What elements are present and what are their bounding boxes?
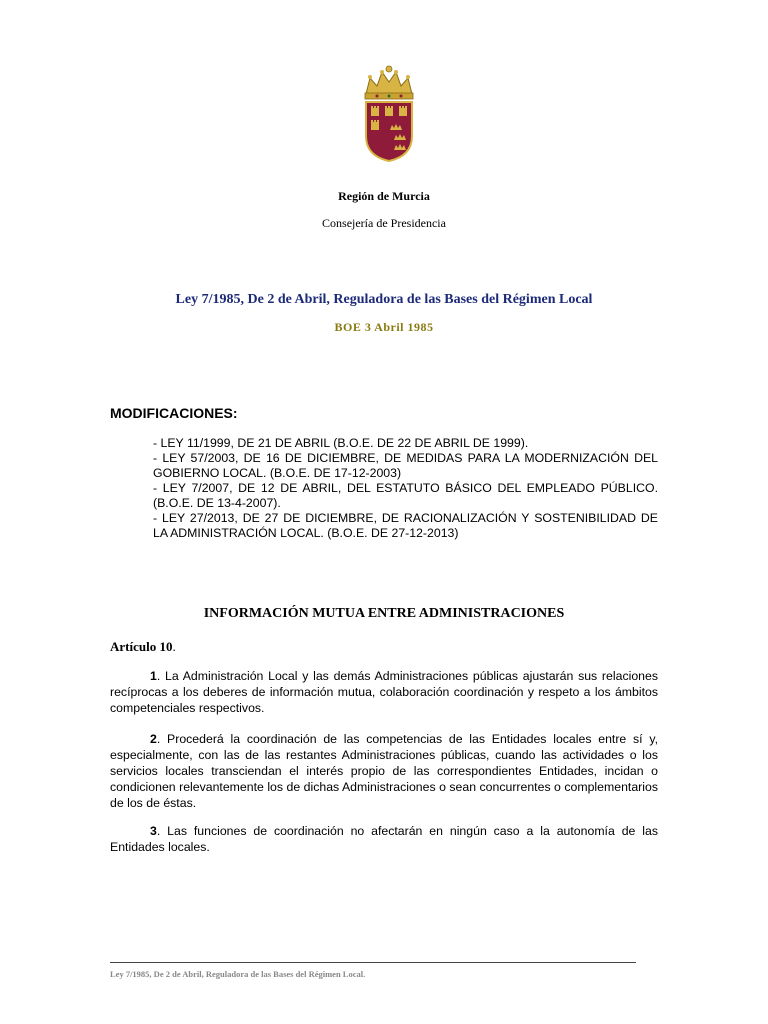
modification-item: - LEY 57/2003, DE 16 DE DICIEMBRE, DE MEDIDAS PARA LA MODERNIZACIÓN DEL GOBIERNO LOCAL. (B.O.E. DE 17-12-2003) xyxy=(153,451,658,480)
modification-item: - LEY 11/1999, DE 21 DE ABRIL (B.O.E. DE 22 DE ABRIL DE 1999). xyxy=(153,436,529,450)
modification-item: - LEY 27/2013, DE 27 DE DICIEMBRE, DE RACIONALIZACIÓN Y SOSTENIBILIDAD DE LA ADMINISTRACIÓN LOCAL. (B.O.E. DE 27-12-2013) xyxy=(153,511,658,540)
paragraph-number: 1 xyxy=(150,669,157,683)
article-paragraph xyxy=(110,731,658,811)
article-suffix: . xyxy=(172,639,176,654)
paragraph-text: . La Administración Local y las demás Administraciones públicas ajustarán sus relaciones recíprocas a los deberes de información mutua, colaboración coordinación y respeto a los ámbitos competenciales respectivos. xyxy=(110,669,658,715)
article-paragraph xyxy=(110,668,658,716)
modifications-list xyxy=(153,436,658,541)
paragraph-text: . Procederá la coordinación de las competencias de las Entidades locales entre sí y, especialmente, con las de las restantes Administraciones públicas, cuando las actividades o los servicios locales transciendan el interés propio de las correspondientes Entidades, incidan o condicionen relevantemente los de dichas Administraciones o sean concurrentes o complementarios de los de éstas. xyxy=(110,732,658,810)
paragraph-number: 2 xyxy=(150,732,157,746)
footer-divider xyxy=(110,962,636,963)
modifications-heading: MODIFICACIONES: xyxy=(110,405,238,421)
paragraph-number: 3 xyxy=(150,824,157,838)
section-heading: INFORMACIÓN MUTUA ENTRE ADMINISTRACIONES xyxy=(203,606,565,621)
article-heading xyxy=(110,639,176,655)
footer-text: Ley 7/1985, De 2 de Abril, Reguladora de las Bases del Régimen Local. xyxy=(110,969,366,979)
modification-item: - LEY 7/2007, DE 12 DE ABRIL, DEL ESTATUTO BÁSICO DEL EMPLEADO PÚBLICO. (B.O.E. DE 13-4-2007). xyxy=(153,481,658,510)
boe-date: BOE 3 Abril 1985 xyxy=(334,320,434,334)
article-label: Artículo 10 xyxy=(110,639,173,654)
article-paragraph xyxy=(110,823,658,855)
department-name: Consejería de Presidencia xyxy=(322,216,446,230)
law-title: Ley 7/1985, De 2 de Abril, Reguladora de las Bases del Régimen Local xyxy=(175,292,593,307)
paragraph-text: . Las funciones de coordinación no afectarán en ningún caso a la autonomía de las Entidades locales. xyxy=(110,824,658,854)
region-murcia-coat-of-arms-icon xyxy=(360,64,418,164)
region-name: Región de Murcia xyxy=(338,189,430,203)
